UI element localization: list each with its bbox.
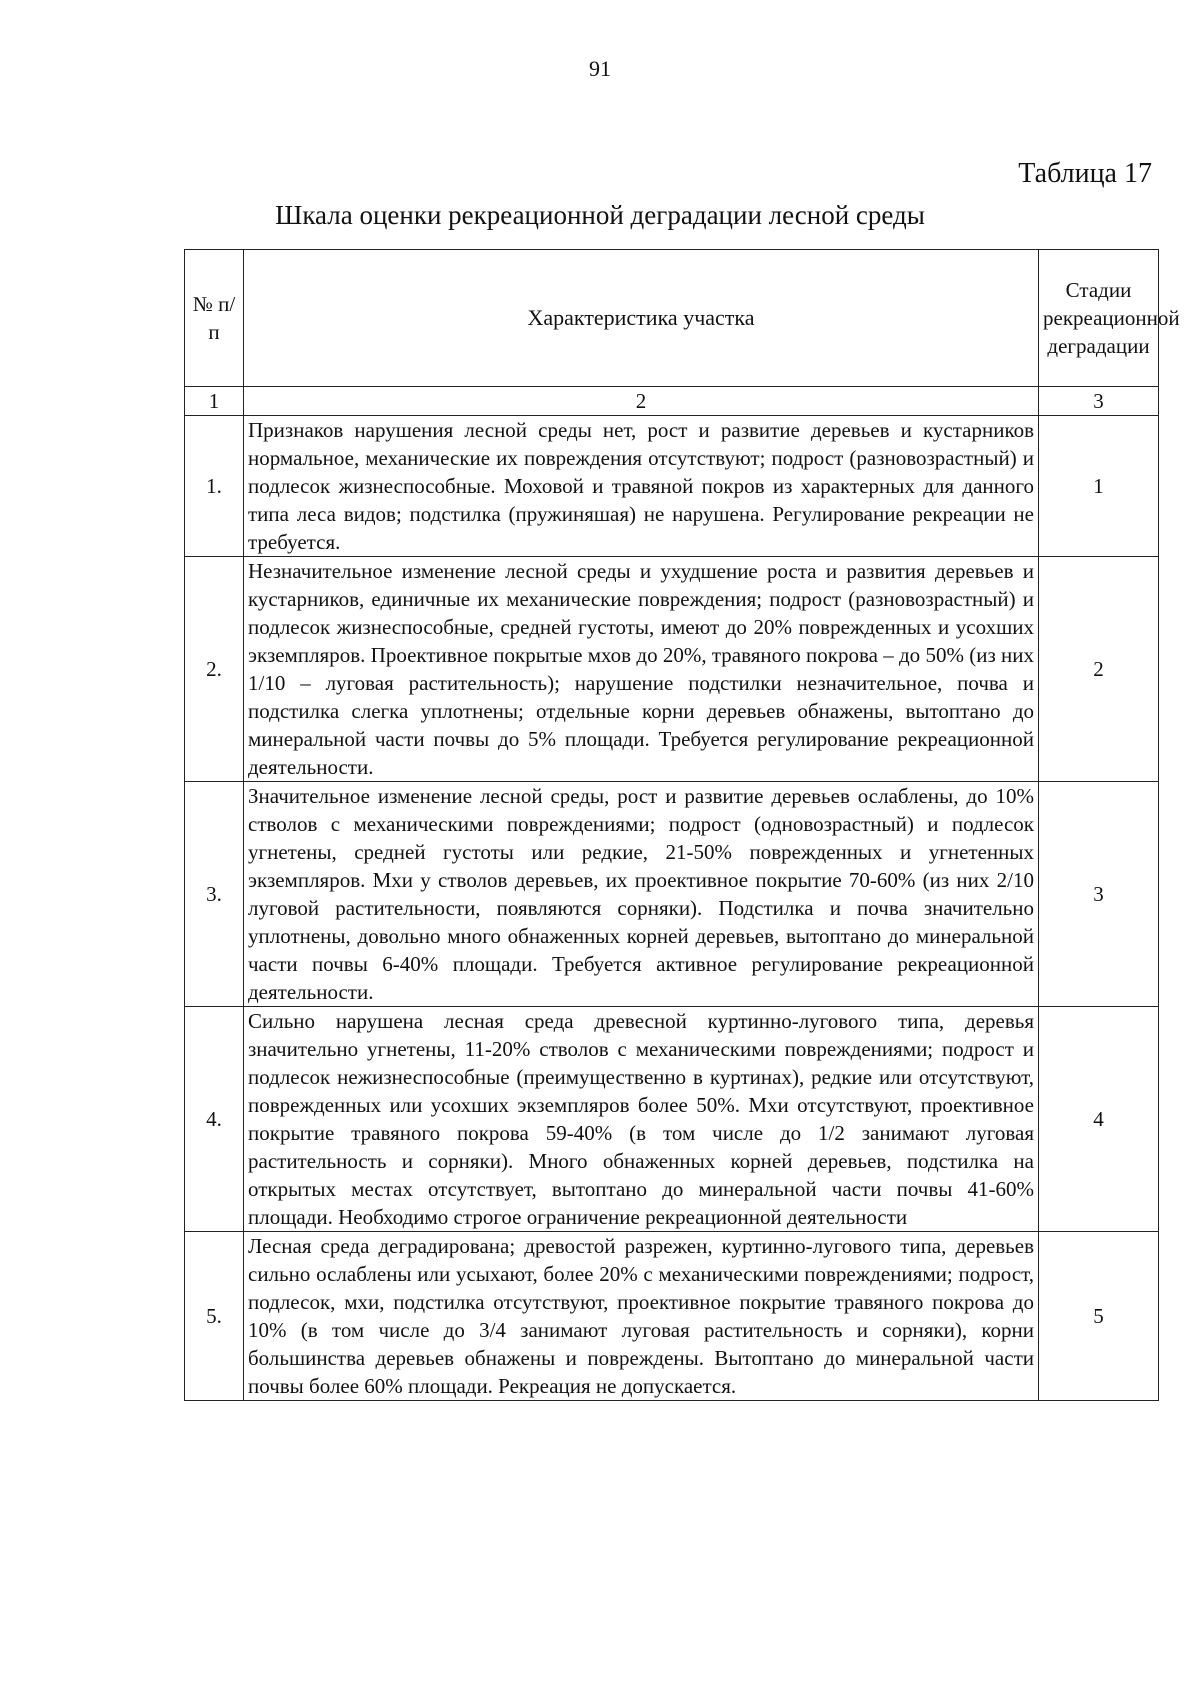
table-row [185, 1007, 1159, 1232]
row-description: Сильно нарушена лесная среда древесной куртинно-лугового типа, деревья значительно угнетены, 11-20% стволов с механическими повреждениями; подрост и подлесок нежизнеспособные (преимущественно в куртинах), редкие или отсутствуют, поврежденных или усохших экземпляров более 50%. Мхи отсутствуют, проективное покрытие травяного покрова 59-40% (в том числе до 1/2 занимают луговая растительность и сорняки). Много обнаженных корней деревьев, подстилка на открытых местах отсутствует, вытоптано до минеральной части почвы 41-60% площади. Необходимо строгое ограничение рекреационной деятельности [244, 1007, 1039, 1232]
row-stage: 5 [1039, 1232, 1159, 1401]
row-number: 4. [185, 1007, 244, 1232]
row-number: 3. [185, 782, 244, 1007]
row-stage: 2 [1039, 557, 1159, 782]
row-description: Значительное изменение лесной среды, рост и развитие деревьев ослаблены, до 10% стволов с механическими повреждениями; подрост (одновозрастный) и подлесок угнетены, средней густоты или редкие, 21-50% поврежденных и угнетенных экземпляров. Мхи у стволов деревьев, их проективное покрытие 70-60% (из них 2/10 луговой растительности, появляются сорняки). Подстилка и почва значительно уплотнены, довольно много обнаженных корней деревьев, вытоптано до минеральной части почвы 6-40% площади. Требуется активное регулирование рекреационной деятельности. [244, 782, 1039, 1007]
table-row [185, 782, 1159, 1007]
header-num: № п/п [185, 250, 244, 387]
column-number-row [185, 387, 1159, 416]
degradation-scale-table [184, 249, 1180, 1401]
table-row [185, 1232, 1159, 1401]
row-description: Незначительное изменение лесной среды и ухудшение роста и развития деревьев и кустарников, единичные их механические повреждения; подрост (разновозрастный) и подлесок жизнеспособные, средней густоты, имеют до 20% поврежденных и усохших экземпляров. Проективное покрытые мхов до 20%, травяного покрова – до 50% (из них 1/10 – луговая растительность); нарушение подстилки незначительное, почва и подстилка слегка уплотнены; отдельные корни деревьев обнажены, вытоптано до минеральной части почвы до 5% площади. Требуется регулирование рекреационной деятельности. [244, 557, 1039, 782]
header-description: Характеристика участка [244, 250, 1039, 387]
column-number: 2 [244, 387, 1039, 416]
row-stage: 1 [1039, 416, 1159, 557]
table-row [185, 416, 1159, 557]
row-stage: 4 [1039, 1007, 1159, 1232]
row-number: 1. [185, 416, 244, 557]
row-stage: 3 [1039, 782, 1159, 1007]
table-label: Таблица 17 [1018, 158, 1152, 189]
row-description: Признаков нарушения лесной среды нет, рост и развитие деревьев и кустарников нормальное, механические их повреждения отсутствуют; подрост (разновозрастный) и подлесок жизнеспособные. Моховой и травяной покров из характерных для данного типа леса видов; подстилка (пружиняшая) не нарушена. Регулирование рекреации не требуется. [244, 416, 1039, 557]
page-number: 91 [589, 56, 611, 81]
column-number: 3 [1039, 387, 1159, 416]
table-row [185, 557, 1159, 782]
row-number: 5. [185, 1232, 244, 1401]
header-stage: Стадии рекреационной деградации [1039, 250, 1159, 387]
header-row [185, 250, 1159, 387]
column-number: 1 [185, 387, 244, 416]
row-description: Лесная среда деградирована; древостой разрежен, куртинно-лугового типа, деревьев сильно ослаблены или усыхают, более 20% с механическими повреждениями; подрост, подлесок, мхи, подстилка отсутствуют, проективное покрытие травяного покрова до 10% (в том числе до 3/4 занимают луговая растительность и сорняки), корни большинства деревьев обнажены и повреждены. Вытоптано до минеральной части почвы более 60% площади. Рекреация не допускается. [244, 1232, 1039, 1401]
table-title: Шкала оценки рекреационной деградации лесной среды [275, 200, 925, 230]
row-number: 2. [185, 557, 244, 782]
